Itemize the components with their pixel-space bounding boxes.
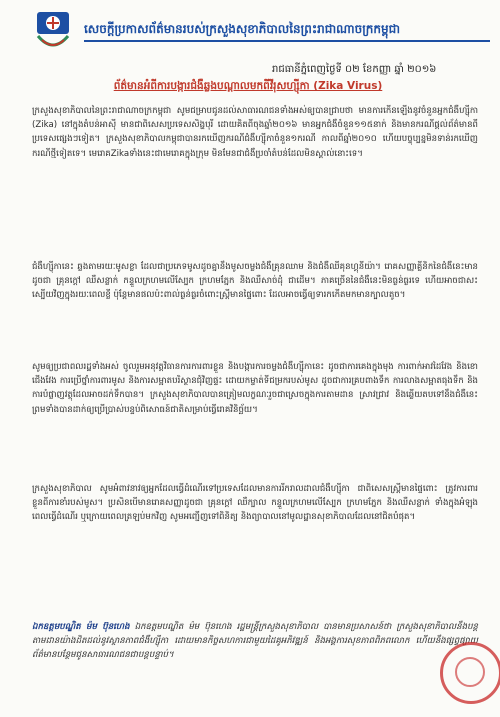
paragraph-3: សូមឲ្យប្រជាពលរដ្ឋទាំងអស់ ចូលរួមអនុវត្តវិធានការការពារខ្លួន និងបង្ការការចម្លងជំងឺហ្ស៊ីកានេះ ដូចជាការគេងក្នុងមុង ការពាក់អាវដៃវែង និងខោជើងវែង ការប្រើថ្នាំការពារមូស និងការសម្អាតបរិស្ថានជុំវិញផ្ទះ ដោយកម្ចាត់ទីជម្រករបស់មូស ដូចជាការគ្របពាងទឹក ការលាងសម្អាតធុងទឹក និងការបំផ្លាញវត្ថុដែលអាចដក់ទឹកបាន។ ក្រសួងសុខាភិបាលបានត្រៀមលក្ខណៈរួចជាស្រេចក្នុងការតាមដាន ស្រាវជ្រាវ និងឆ្លើយតបទៅនឹងជំងឺនេះ ព្រមទាំងបានដាក់ឲ្យប្រើប្រាស់បន្ទប់ពិសោធន៍ជាតិសម្រាប់ធ្វើរោគវិនិច្ឆ័យ។ [32, 362, 478, 415]
paragraph-5-text: ឯកឧត្តមបណ្ឌិត ម៉ម ប៊ុនហេង រដ្ឋមន្ត្រីក្រសួងសុខាភិបាល បានមានប្រសាសន៍ថា ក្រសួងសុខាភិបាលនឹងបន្តតាមដានយ៉ាងដិតដល់នូវស្ថានភាពជំងឺហ្ស៊ីកា ដោយមានកិច្ចសហការជាមួយដៃគូអភិវឌ្ឍន៍ និងអង្គការសុខភាពពិភពលោក ហើយនឹងផ្សព្វផ្សាយព័ត៌មានបន្ថែមជូនសាធារណជនជាបន្តបន្ទាប់។ [32, 622, 478, 661]
paragraph-2: ជំងឺហ្ស៊ីកានេះ ឆ្លងតាមរយៈមូសខ្លា ដែលជាប្រភេទមូសដូចគ្នានឹងមូសចម្លងជំងឺគ្រុនឈាម និងជំងឺឈីគុនហ្គុនីយ៉ា។ រោគសញ្ញាគ្លីនិកនៃជំងឺនេះមានដូចជា គ្រុនក្តៅ ឈឺសន្លាក់ កន្ទួលក្រហមលើស្បែក ក្រហមភ្នែក និងឈឺសាច់ដុំ ជាដើម។ ភាគច្រើននៃជំងឺនេះមិនធ្ងន់ធ្ងរទេ ហើយអាចជាសះស្បើយវិញក្នុងរយៈពេលខ្លី ប៉ុន្តែមានផលប៉ះពាល់ធ្ងន់ធ្ងរចំពោះស្ត្រីមានផ្ទៃពោះ ដែលអាចធ្វើឲ្យទារកកើតមកមានក្បាលតូច។ [32, 262, 478, 301]
paragraph-4: ក្រសួងសុខាភិបាល សូមអំពាវនាវឲ្យអ្នកដែលធ្វើដំណើរទៅប្រទេសដែលមានការរីករាលដាលជំងឺហ្ស៊ីកា ជាពិសេសស្ត្រីមានផ្ទៃពោះ ត្រូវការពារខ្លួនពីការខាំរបស់មូស។ ប្រសិនបើមានរោគសញ្ញាដូចជា គ្រុនក្តៅ ឈឺក្បាល កន្ទួលក្រហមលើស្បែក ក្រហមភ្នែក និងឈឺសន្លាក់ ទាំងក្នុងអំឡុងពេលធ្វើដំណើរ ឬក្រោយពេលត្រឡប់មកវិញ សូមអញ្ជើញទៅពិនិត្យ និងព្យាបាលនៅមូលដ្ឋានសុខាភិបាលដែលនៅជិតបំផុត។ [32, 484, 478, 523]
document-title: ព័ត៌មានអំពីការបង្ការជំងឺឆ្លងបណ្តាលមកពីវីរុសហ្ស៊ីកា (Zika Virus) [113, 80, 383, 92]
paragraph-1: ក្រសួងសុខាភិបាលនៃព្រះរាជាណាចក្រកម្ពុជា សូមជម្រាបជូនដល់សាធារណជនទាំងអស់ឲ្យបានជ្រាបថា មានការកើនឡើងនូវចំនួនអ្នកជំងឺហ្ស៊ីកា (Zika) នៅក្នុងតំបន់អាស៊ី មានជាពិសេសប្រទេសសិង្ហបុរី ដោយគិតពីចុងឆ្នាំ២០១៦ មានអ្នកជំងឺចំនួន១១៥នាក់ និងមានករណីផ្តល់ព័ត៌មានពីប្រទេសផ្សេងៗទៀត។ ក្រសួងសុខាភិបាលកម្ពុជាបានរកឃើញករណីជំងឺហ្ស៊ីកាចំនួន១ករណី កាលពីឆ្នាំ២០១០ ហើយបច្ចុប្បន្នមិនទាន់រកឃើញករណីថ្មីទៀតទេ។ មេរោគZikaទាំងនេះជាមេរោគក្នុងក្រុម មិនមែនជាជំងឺប្រចាំតំបន់ដែលមិនស្គាល់នោះទេ។ [32, 106, 478, 159]
signer-name: ឯកឧត្តមបណ្ឌិត ម៉ម ប៊ុនហេង [32, 622, 130, 632]
paragraph-5 [32, 620, 478, 700]
ministry-logo-icon [34, 10, 72, 54]
letterhead-title: សេចក្តីប្រកាសព័ត៌មានរបស់ក្រសួងសុខាភិបាលនៃព្រះរាជាណាចក្រកម្ពុជា [84, 18, 490, 42]
letterhead [20, 8, 490, 54]
issue-date: រាជធានីភ្នំពេញថ្ងៃទី ០២ ខែកញ្ញា ឆ្នាំ ២០១៦ [272, 64, 437, 75]
official-seal-icon [440, 642, 500, 704]
